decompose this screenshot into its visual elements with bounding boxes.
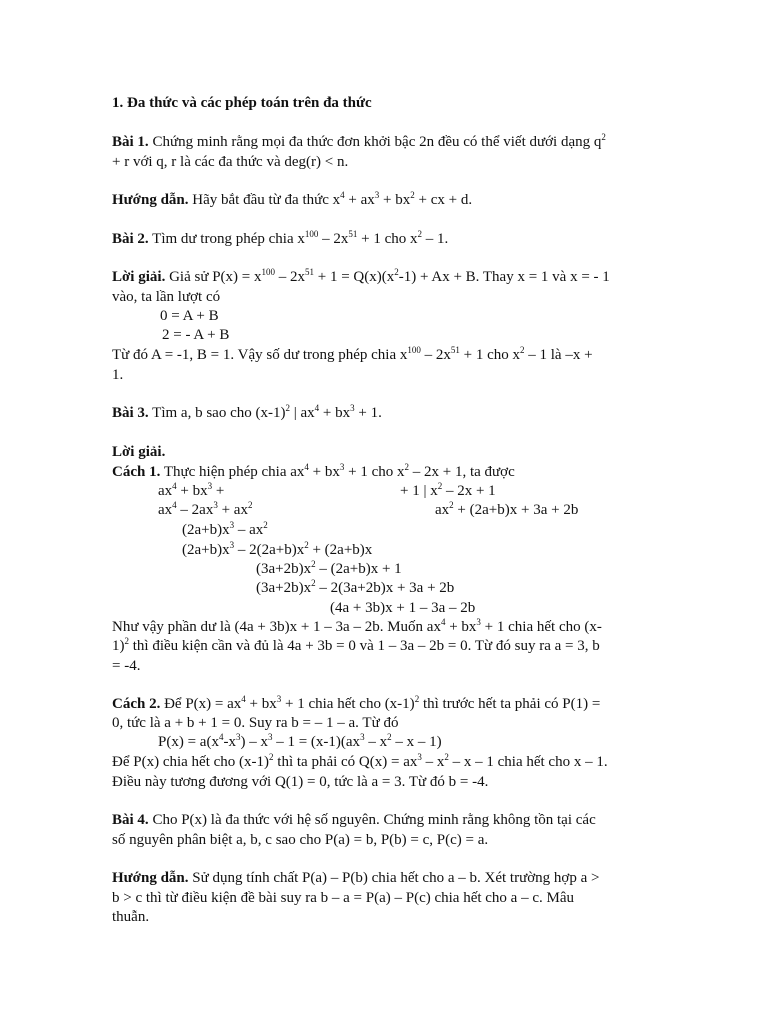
div-row6 — [256, 578, 454, 598]
text-segment: – 2ax — [176, 502, 214, 518]
exponent: 3 — [476, 617, 481, 627]
text-segment: – 2x — [318, 231, 349, 247]
exponent: 51 — [348, 229, 358, 239]
text-segment: Tìm dư trong phép chia x — [148, 231, 305, 247]
exponent: 2 — [444, 752, 449, 762]
text-segment: | ax — [289, 405, 315, 421]
huongdan4-label: Hướng dẫn. — [112, 870, 189, 886]
loigiai2-text3 — [112, 347, 593, 363]
bai3-label: Bài 3. — [112, 405, 149, 421]
exponent: 2 — [304, 540, 309, 550]
cach2-text3 — [112, 754, 608, 770]
exponent: 3 — [374, 190, 380, 200]
text-segment: – 2(3a+2b)x + 3a + 2b — [315, 580, 455, 596]
cach2-text1 — [160, 696, 600, 712]
div-row5 — [256, 559, 402, 579]
text-segment: + bx — [245, 696, 277, 712]
text-segment: (2a+b)x — [182, 542, 230, 558]
div-row2-right — [435, 500, 578, 520]
exponent: 3 — [267, 732, 273, 742]
exponent: 4 — [340, 190, 345, 200]
text-segment: + 1 chia hết cho (x-1) — [281, 696, 415, 712]
concl1-text — [112, 619, 602, 635]
exponent: 3 — [235, 732, 241, 742]
exponent: 2 — [285, 403, 290, 413]
div-row4-text — [182, 542, 372, 558]
concl-line1 — [112, 617, 602, 637]
exponent: 2 — [247, 500, 253, 510]
text-segment: – 1 là –x + — [524, 347, 593, 363]
exponent: 2 — [601, 132, 606, 142]
text-segment: + 1 cho x — [344, 464, 405, 480]
text-segment: – x — [421, 754, 445, 770]
bai2-line — [112, 229, 448, 249]
concl-line3: = -4. — [112, 658, 141, 674]
exponent: 4 — [218, 732, 224, 742]
text-segment: – 1. — [421, 231, 449, 247]
text-segment: (2a+b)x — [182, 522, 230, 538]
text-segment: + 1 | x — [400, 483, 438, 499]
text-segment: Thực hiện phép chia ax — [160, 464, 305, 480]
exponent: 2 — [263, 520, 268, 530]
exponent: 51 — [305, 267, 314, 277]
div-row3 — [182, 520, 268, 540]
bai1-line2: + r với q, r là các đa thức và deg(r) < n. — [112, 154, 349, 170]
exponent: 3 — [276, 694, 282, 704]
exponent: 4 — [304, 462, 309, 472]
cach2-line4: Điều này tương đương với Q(1) = 0, tức là a = 3. Từ đó b = -4. — [112, 774, 489, 790]
text-segment: – 2x + 1 — [442, 483, 496, 499]
huongdan1-label: Hướng dẫn. — [112, 192, 189, 208]
cach1-label: Cách 1. — [112, 464, 161, 480]
div-row3-text — [182, 522, 268, 538]
text-segment: + ax — [217, 502, 248, 518]
huongdan4-line1 — [112, 868, 599, 888]
text-segment: Từ đó A = -1, B = 1. Vậy số dư trong phép chia x — [112, 347, 408, 363]
text-segment: + 1 cho x — [357, 231, 418, 247]
div-row2-left — [158, 500, 252, 520]
exponent: 2 — [394, 267, 399, 277]
text-segment: – 2x — [275, 269, 305, 285]
div-row2-right-text — [435, 502, 578, 518]
text-segment: + 1 = Q(x)(x — [314, 269, 395, 285]
div-row5-text — [256, 561, 402, 577]
loigiai2-line4: 1. — [112, 367, 124, 383]
text-segment: + ax — [344, 192, 375, 208]
huongdan4-line3: thuẫn. — [112, 909, 150, 925]
exponent: 2 — [124, 636, 129, 646]
loigiai2-line3 — [112, 345, 593, 365]
exponent: 3 — [229, 520, 235, 530]
div-row4 — [182, 540, 372, 560]
text-segment: + cx + d. — [414, 192, 473, 208]
exponent: 2 — [417, 229, 422, 239]
exponent: 100 — [261, 267, 275, 277]
text-segment: + 1. — [354, 405, 382, 421]
exponent: 3 — [229, 540, 235, 550]
text-segment: + bx — [445, 619, 477, 635]
bai4-line1 — [112, 810, 596, 830]
exponent: 2 — [414, 694, 420, 704]
div-row7: (4a + 3b)x + 1 – 3a – 2b — [330, 600, 476, 616]
cach2-line3 — [112, 752, 608, 772]
cach2-line1 — [112, 694, 600, 714]
text-segment: thì ta phải có Q(x) = ax — [273, 754, 418, 770]
bai4-line2: số nguyên phân biệt a, b, c sao cho P(a) = b, P(b) = c, P(c) = a. — [112, 832, 489, 848]
exponent: 2 — [520, 345, 525, 355]
text-segment: – x – 1 chia hết cho x – 1. — [448, 754, 608, 770]
text-segment: ax — [158, 483, 173, 499]
text-segment: + bx — [308, 464, 340, 480]
exponent: 51 — [450, 345, 460, 355]
exponent: 3 — [417, 752, 422, 762]
huongdan1-text — [189, 192, 473, 208]
div-row6-text — [256, 580, 454, 596]
bai1-line1 — [112, 132, 606, 152]
text-segment: + bx — [176, 483, 208, 499]
cach2-eq — [158, 732, 442, 752]
concl-line2 — [112, 636, 600, 656]
text-segment: – 2(2a+b)x — [234, 542, 305, 558]
section-title: 1. Đa thức và các phép toán trên đa thức — [112, 95, 372, 111]
cach2-line2: 0, tức là a + b + 1 = 0. Suy ra b = – 1 – a. Từ đó — [112, 715, 399, 731]
text-segment: Tìm a, b sao cho (x-1) — [148, 405, 286, 421]
loigiai2-eq2: 2 = - A + B — [162, 327, 230, 343]
bai1-label: Bài 1. — [112, 134, 149, 150]
text-segment: + bx — [319, 405, 351, 421]
exponent: 4 — [440, 617, 446, 627]
cach1-line — [112, 462, 515, 482]
concl2-text — [112, 638, 600, 654]
div-row2-left-text — [158, 502, 252, 518]
exponent: 3 — [360, 732, 365, 742]
loigiai3-label: Lời giải. — [112, 444, 166, 460]
exponent: 2 — [437, 481, 443, 491]
bai3-line — [112, 403, 382, 423]
huongdan4-line2: b > c thì từ điều kiện đề bài suy ra b – a = P(a) – P(c) chia hết cho a – c. Mâu — [112, 890, 574, 906]
text-segment: + bx — [379, 192, 411, 208]
cach2-eq-text — [158, 734, 442, 750]
exponent: 3 — [339, 462, 345, 472]
exponent: 4 — [241, 694, 246, 704]
cach1-intro — [160, 464, 514, 480]
text-segment: – 1 = (x-1)(ax — [272, 734, 361, 750]
div-row1-right-text — [400, 483, 496, 499]
exponent: 2 — [404, 462, 409, 472]
exponent: 3 — [350, 403, 355, 413]
text-segment: – 2x — [420, 347, 451, 363]
text-segment: – ax — [234, 522, 264, 538]
text-segment: -x — [223, 734, 236, 750]
text-segment: Giả sử P(x) = x — [165, 269, 262, 285]
text-segment: – (2a+b)x + 1 — [315, 561, 402, 577]
exponent: 2 — [311, 559, 316, 569]
bai3-text — [149, 405, 382, 421]
text-segment: – x — [364, 734, 388, 750]
loigiai2-label: Lời giải. — [112, 269, 166, 285]
text-segment: Hãy bắt đầu từ đa thức x — [188, 192, 341, 208]
text-segment: + (2a+b)x + 3a + 2b — [453, 502, 579, 518]
loigiai2-text1 — [165, 269, 609, 285]
text-segment: + (2a+b)x — [308, 542, 373, 558]
text-segment: 1) — [112, 638, 125, 654]
loigiai2-line2: vào, ta lần lượt có — [112, 289, 221, 305]
exponent: 2 — [387, 732, 392, 742]
text-segment: thì điều kiện cần và đủ là 4a + 3b = 0 và 1 – 3a – 2b = 0. Từ đó suy ra a = 3, b — [129, 638, 600, 654]
text-segment: ax — [435, 502, 450, 518]
exponent: 3 — [207, 481, 213, 491]
text-segment: ) – x — [240, 734, 268, 750]
text-segment: ax — [158, 502, 173, 518]
exponent: 100 — [407, 345, 421, 355]
text-segment: thì trước hết ta phải có P(1) = — [419, 696, 601, 712]
text-segment: Để P(x) chia hết cho (x-1) — [112, 754, 270, 770]
exponent: 3 — [213, 500, 218, 510]
text-segment: Như vậy phần dư là (4a + 3b)x + 1 – 3a – 2b. Muốn ax — [112, 619, 441, 635]
exponent: 2 — [449, 500, 454, 510]
div-row1-right — [400, 481, 496, 501]
text-segment: + — [212, 483, 225, 499]
bai4-label: Bài 4. — [112, 812, 149, 828]
huongdan1-line — [112, 190, 472, 210]
text-segment: (3a+2b)x — [256, 561, 312, 577]
loigiai2-line1 — [112, 267, 610, 287]
text-segment: -1) + Ax + B. Thay x = 1 và x = - 1 — [398, 269, 610, 285]
bai4-text1: Cho P(x) là đa thức với hệ số nguyên. Chứng minh rằng không tồn tại các — [148, 812, 596, 828]
bai1-text: Chứng minh rằng mọi đa thức đơn khởi bậc 2n đều có thể viết dưới dạng q — [148, 134, 602, 150]
huongdan4-text1: Sử dụng tính chất P(a) – P(b) chia hết cho a – b. Xét trường hợp a > — [188, 870, 600, 886]
loigiai2-eq1: 0 = A + B — [160, 308, 219, 324]
text-segment: (3a+2b)x — [256, 580, 312, 596]
text-segment: + 1 cho x — [459, 347, 521, 363]
exponent: 100 — [304, 229, 319, 239]
exponent: 4 — [172, 481, 177, 491]
exponent: 4 — [172, 500, 177, 510]
cach2-label: Cách 2. — [112, 696, 161, 712]
div-row1-left — [158, 481, 224, 501]
text-segment: Để P(x) = ax — [160, 696, 242, 712]
bai2-label: Bài 2. — [112, 231, 149, 247]
exponent: 2 — [410, 190, 415, 200]
text-segment: + 1 chia hết cho (x- — [480, 619, 602, 635]
exponent: 4 — [314, 403, 320, 413]
text-segment: – x – 1) — [391, 734, 442, 750]
div-row1-left-text — [158, 483, 224, 499]
exponent: 2 — [311, 578, 316, 588]
text-segment: – 2x + 1, ta được — [409, 464, 515, 480]
exponent: 2 — [269, 752, 274, 762]
bai2-text — [149, 231, 449, 247]
text-segment: P(x) = a(x — [158, 734, 219, 750]
